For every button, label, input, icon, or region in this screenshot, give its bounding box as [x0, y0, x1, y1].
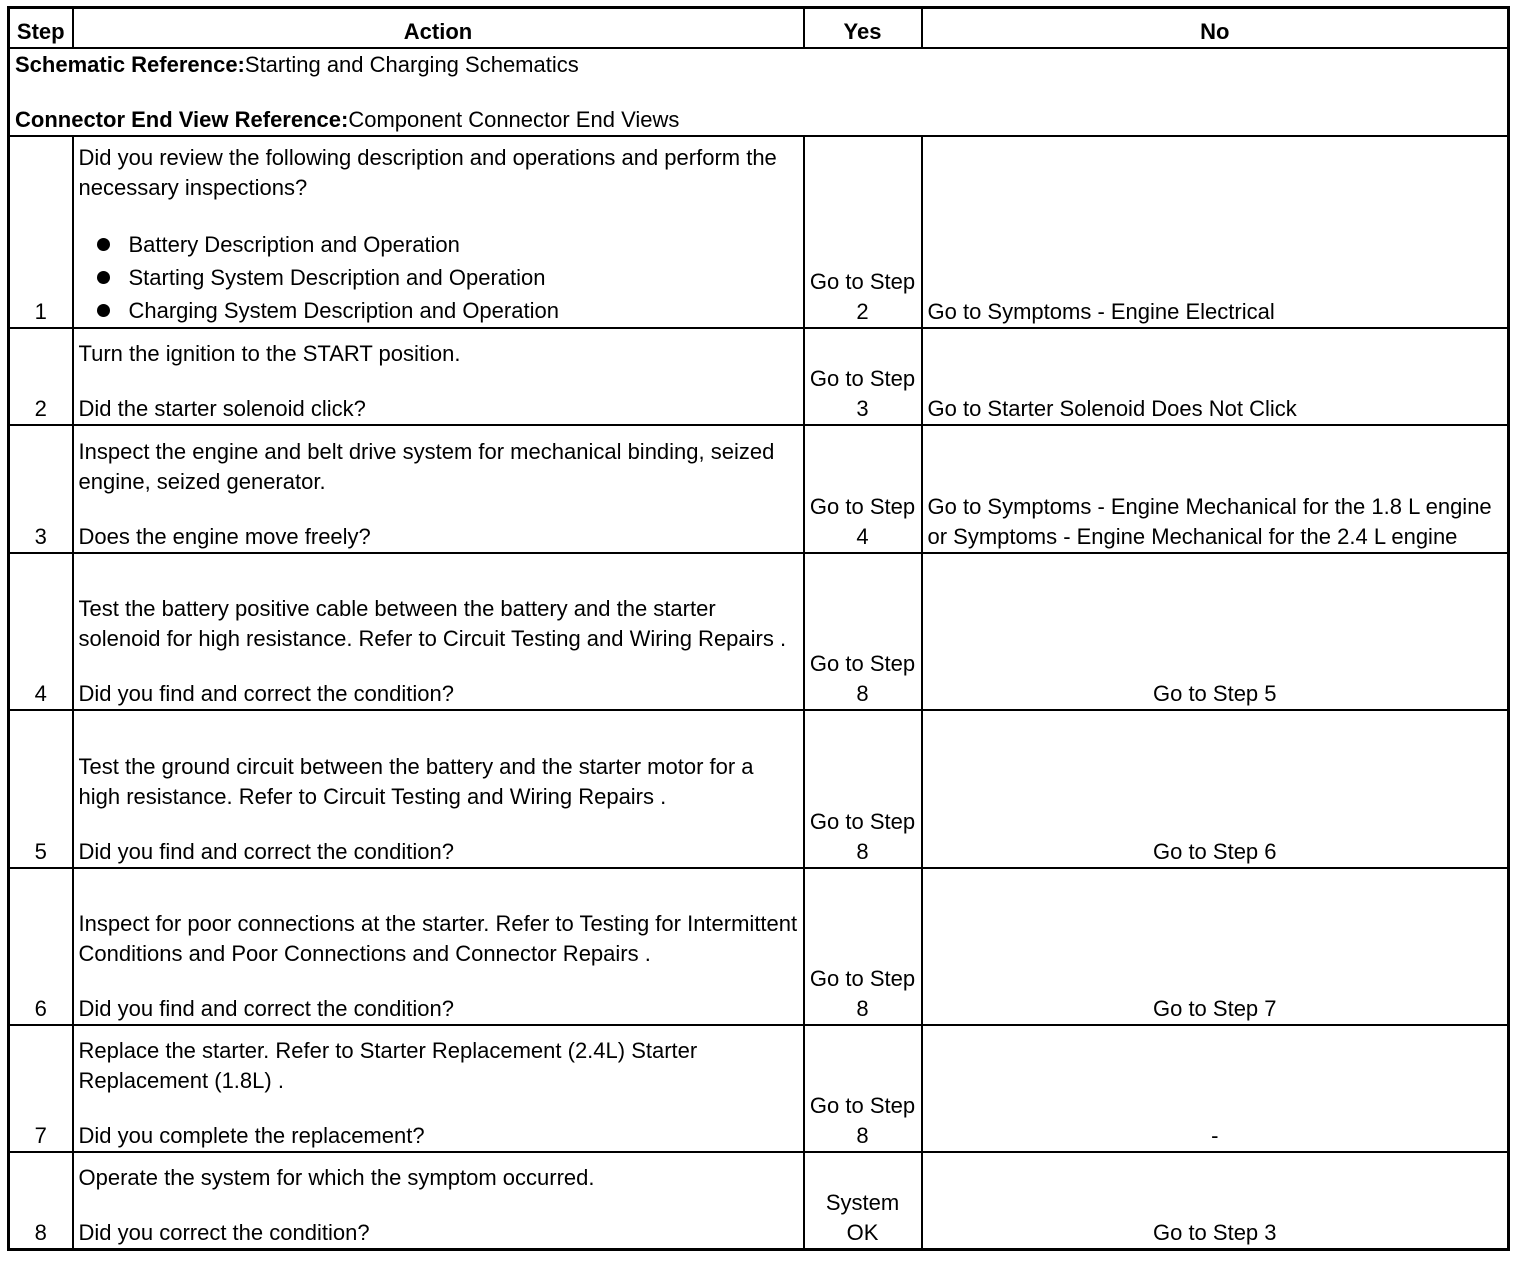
- action-text: Replace the starter. Refer to Starter Replacement (2.4L) Starter Replacement (1.8L) .: [78, 1038, 698, 1093]
- bullet-list: [79, 228, 798, 327]
- table-row: [9, 710, 1509, 868]
- action-text: Did you review the following description and operations and perform the necessary inspections?: [78, 145, 777, 200]
- step-number: 4: [9, 553, 73, 710]
- connector-reference-label: Connector End View Reference:: [15, 107, 349, 132]
- no-outcome[interactable]: Go to Step 3: [922, 1152, 1509, 1249]
- action-question: Did you find and correct the condition?: [78, 996, 454, 1021]
- schematic-reference-link[interactable]: Starting and Charging Schematics: [244, 52, 579, 77]
- no-outcome[interactable]: Go to Step 5: [922, 553, 1509, 710]
- step-number: 6: [9, 868, 73, 1025]
- action-text: Test the ground circuit between the battery and the starter motor for a high resistance. Refer to Circuit Testing and Wiring Repairs .: [78, 754, 754, 809]
- step-action: [73, 710, 804, 868]
- action-question: Did you find and correct the condition?: [78, 839, 454, 864]
- no-outcome[interactable]: Go to Step 7: [922, 868, 1509, 1025]
- yes-outcome[interactable]: Go to Step 8: [804, 868, 922, 1025]
- list-item[interactable]: Battery Description and Operation: [79, 228, 798, 261]
- no-outcome[interactable]: Go to Step 6: [922, 710, 1509, 868]
- action-text: Inspect the engine and belt drive system for mechanical binding, seized engine, seized generator.: [78, 439, 775, 494]
- header-step: Step: [9, 8, 73, 49]
- no-outcome[interactable]: Go to Starter Solenoid Does Not Click: [922, 328, 1509, 425]
- reference-row: [9, 48, 1509, 136]
- header-no: No: [922, 8, 1509, 49]
- step-number: 5: [9, 710, 73, 868]
- yes-outcome[interactable]: Go to Step 4: [804, 425, 922, 553]
- yes-outcome[interactable]: Go to Step 8: [804, 1025, 922, 1152]
- diagnostic-table: [7, 6, 1510, 1251]
- step-action: [73, 136, 804, 328]
- step-number: 3: [9, 425, 73, 553]
- action-question: Did you correct the condition?: [78, 1219, 370, 1245]
- no-outcome: -: [922, 1025, 1509, 1152]
- action-text: Test the battery positive cable between the battery and the starter solenoid for high resistance. Refer to Circuit Testing and Wiring Repairs .: [78, 596, 787, 651]
- header-yes: Yes: [804, 8, 922, 49]
- action-text: Inspect for poor connections at the starter. Refer to Testing for Intermittent Conditions and Poor Connections and Connector Repairs .: [78, 911, 798, 966]
- action-question: Did you complete the replacement?: [78, 1123, 425, 1148]
- table-row: [9, 136, 1509, 328]
- step-action: [73, 1152, 804, 1249]
- table-row: [9, 328, 1509, 425]
- yes-outcome[interactable]: Go to Step 3: [804, 328, 922, 425]
- no-outcome[interactable]: Go to Symptoms - Engine Mechanical for the 1.8 L engine or Symptoms - Engine Mechanical for the 2.4 L engine: [922, 425, 1509, 553]
- yes-outcome[interactable]: Go to Step 2: [804, 136, 922, 328]
- connector-reference-link[interactable]: Component Connector End Views: [348, 107, 680, 132]
- schematic-reference: [15, 50, 1502, 80]
- step-action: [73, 328, 804, 425]
- header-action: Action: [73, 8, 804, 49]
- step-number: 1: [9, 136, 73, 328]
- action-question: Did the starter solenoid click?: [78, 396, 366, 421]
- step-action: [73, 425, 804, 553]
- step-action: [73, 1025, 804, 1152]
- header-row: [9, 8, 1509, 49]
- yes-outcome[interactable]: System OK: [804, 1152, 922, 1249]
- action-question: Did you find and correct the condition?: [78, 681, 454, 706]
- list-item[interactable]: Starting System Description and Operation: [79, 261, 798, 294]
- step-action: [73, 868, 804, 1025]
- action-question: Does the engine move freely?: [78, 524, 371, 549]
- step-number: 2: [9, 328, 73, 425]
- schematic-reference-label: Schematic Reference:: [15, 52, 245, 77]
- connector-reference: [15, 105, 1502, 135]
- yes-outcome[interactable]: Go to Step 8: [804, 553, 922, 710]
- list-item[interactable]: Charging System Description and Operation: [79, 294, 798, 327]
- step-number: 8: [9, 1152, 73, 1249]
- table-row: [9, 1025, 1509, 1152]
- action-text: Operate the system for which the symptom occurred.: [78, 1164, 595, 1190]
- table-row: [9, 425, 1509, 553]
- step-number: 7: [9, 1025, 73, 1152]
- action-text: Turn the ignition to the START position.: [78, 341, 461, 366]
- no-outcome[interactable]: Go to Symptoms - Engine Electrical: [922, 136, 1509, 328]
- yes-outcome[interactable]: Go to Step 8: [804, 710, 922, 868]
- step-action: [73, 553, 804, 710]
- table-row: [9, 553, 1509, 710]
- table-row: [9, 868, 1509, 1025]
- table-row: [9, 1152, 1509, 1249]
